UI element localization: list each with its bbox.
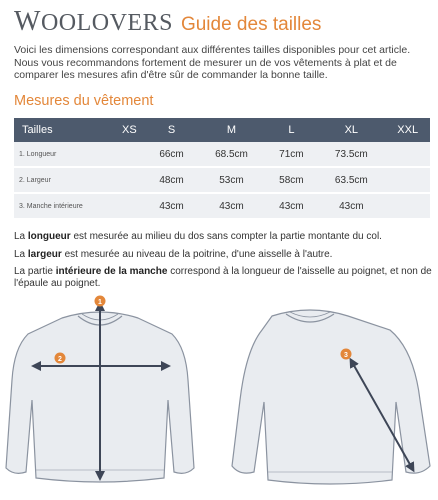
table-cell: 53cm (197, 167, 265, 193)
row-label: 1. Longueur (19, 150, 57, 158)
marker-3-label: 3 (344, 352, 348, 359)
note-length: La longueur est mesurée au milieu du dos sans compter la partie montante du col. (14, 231, 382, 242)
table-cell: 43cm (317, 193, 385, 218)
sweater-diagrams (0, 290, 438, 500)
header (14, 6, 321, 40)
header-xl: XL (344, 124, 359, 136)
header-tailles: Tailles (22, 124, 53, 136)
section-title: Mesures du vêtement (14, 93, 154, 109)
size-table (14, 118, 430, 218)
table-cell (113, 142, 146, 167)
table-cell: 63.5cm (317, 167, 385, 193)
table-cell (113, 193, 146, 218)
table-cell: 58cm (266, 167, 318, 193)
note-width: La largeur est mesurée au niveau de la poitrine, d'une aisselle à l'autre. (14, 248, 333, 260)
row-label: 3. Manche intérieure (14, 193, 113, 218)
header-xs: XS (121, 124, 137, 136)
woolovers-logo: WOOLOVERS (14, 6, 173, 37)
table-cell: 43cm (197, 193, 265, 218)
table-row (14, 193, 430, 218)
sweater-back-icon (232, 310, 430, 484)
intro-text: Voici les dimensions correspondant aux différentes tailles disponibles pour cet article. Nous vous recommandons fortement de mesurer un de vos vêtements à plat et de comparer les mesures afin d'être sûr de commander la bonne taille. (14, 44, 411, 81)
table-cell: 43cm (146, 193, 198, 218)
header-s: S (167, 124, 176, 136)
table-cell: 71cm (279, 148, 304, 160)
table-cell (385, 142, 430, 167)
marker-2-label: 2 (58, 356, 62, 363)
table-row (14, 142, 430, 167)
header-l: L (288, 124, 295, 136)
table-row (14, 167, 430, 193)
row-label: 2. Largeur (14, 167, 113, 193)
note-sleeve: La partie intérieure de la manche correspond à la longueur de l'aisselle au poignet, et non de l'épaule au poignet. (14, 266, 432, 289)
table-cell (113, 167, 146, 193)
header-m: M (226, 124, 237, 136)
marker-1-label: 1 (98, 299, 102, 306)
table-header-row (14, 118, 430, 142)
header-xxl: XXL (397, 124, 419, 136)
table-cell (385, 193, 430, 218)
measurement-notes (14, 231, 432, 295)
page-title: Guide des tailles (180, 14, 322, 35)
table-cell: 43cm (266, 193, 318, 218)
table-cell: 48cm (146, 167, 198, 193)
table-cell: 68.5cm (215, 148, 248, 160)
table-cell: 73.5cm (334, 148, 368, 160)
table-cell (385, 167, 430, 193)
table-cell: 66cm (159, 148, 184, 160)
